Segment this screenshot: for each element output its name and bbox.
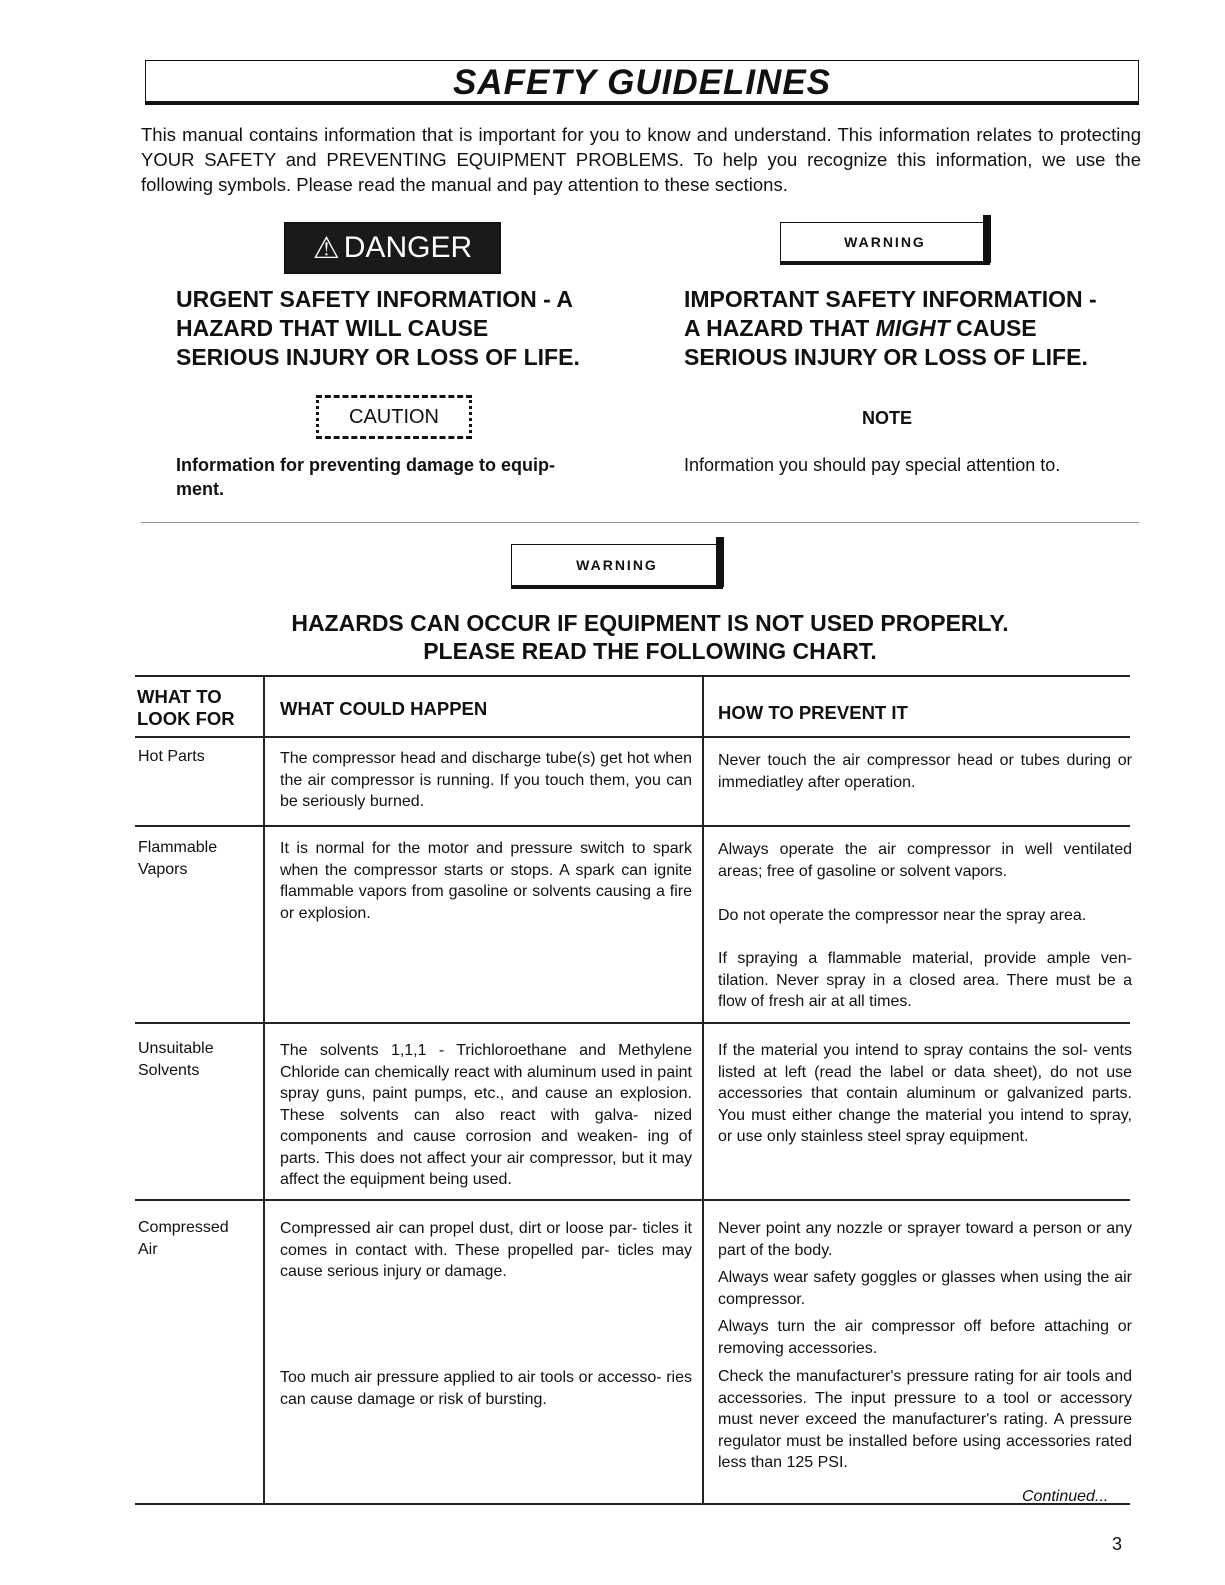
row-prevent-compressed-air-1: Never point any nozzle or sprayer toward a person or any part of the body.	[718, 1220, 1132, 1259]
warning-badge-label: WARNING	[844, 234, 926, 250]
warning-triangle-icon: ⚠	[312, 231, 340, 265]
row-prevent-compressed-air-3: Always turn the air compressor off before attaching or removing accessories.	[718, 1318, 1132, 1357]
table-col-divider-2	[702, 675, 704, 1505]
warning-badge	[780, 222, 990, 265]
table-row-border	[135, 1022, 1130, 1024]
title-box	[145, 60, 1139, 103]
intro-paragraph: This manual contains information that is important for you to know and understand. This information relates to protecting YOUR SAFETY and PREVENTING EQUIPMENT PROBLEMS. To help you recognize this information, we use the following symbols. Please read the manual and pay attention to these sections.	[141, 124, 1141, 195]
row-look-compressed-air: Compressed Air	[138, 1219, 229, 1258]
warning-text-part1: IMPORTANT SAFETY INFORMATION - A HAZARD THAT	[684, 286, 1097, 341]
danger-description: URGENT SAFETY INFORMATION - A HAZARD THAT WILL CAUSE SERIOUS INJURY OR LOSS OF LIFE.	[176, 286, 580, 370]
warning-badge-bar	[983, 215, 991, 263]
row-happen-flammable-vapors: It is normal for the motor and pressure switch to spark when the compressor starts or stops. A spark can ignite flammable vapors from gasoline or solvents causing a fire or explosion.	[280, 840, 692, 922]
row-prevent-hot-parts: Never touch the air compressor head or tubes during or immediatley after operation.	[718, 752, 1132, 791]
table-bottom-border	[135, 1503, 1130, 1505]
header-what-to-look-for: WHAT TO LOOK FOR	[137, 686, 235, 729]
warning-text-emphasis: MIGHT	[875, 315, 950, 341]
warning-text-part2: CAUSE SERIOUS INJURY OR LOSS OF LIFE.	[684, 315, 1088, 370]
warning-description	[684, 285, 1104, 372]
note-heading: NOTE	[862, 408, 913, 428]
page-number: 3	[1112, 1534, 1123, 1554]
row-prevent-flammable-2: Do not operate the compressor near the spray area.	[718, 907, 1087, 924]
warning-badge-2	[511, 544, 723, 589]
table-row-border	[135, 1199, 1130, 1201]
row-prevent-flammable-1: Always operate the air compressor in well ventilated areas; free of gasoline or solvent vapors.	[718, 841, 1132, 880]
header-what-could-happen: WHAT COULD HAPPEN	[280, 698, 488, 719]
row-prevent-flammable-3: If spraying a flammable material, provide ample ven- tilation. Never spray in a closed area. There must be a flow of fresh air at all times.	[718, 950, 1132, 1010]
row-look-unsuitable-solvents: Unsuitable Solvents	[138, 1040, 214, 1079]
row-happen-compressed-air-1: Compressed air can propel dust, dirt or loose par- ticles it comes in contact with. These propelled par- ticles may cause serious injury or damage.	[280, 1220, 692, 1280]
danger-badge-label: DANGER	[343, 231, 473, 264]
row-happen-compressed-air-2: Too much air pressure applied to air tools or accesso- ries can cause damage or risk of bursting.	[280, 1369, 692, 1408]
row-happen-hot-parts: The compressor head and discharge tube(s) get hot when the air compressor is running. If you touch them, you can be seriously burned.	[280, 750, 692, 810]
divider	[141, 522, 1139, 523]
table-top-border	[135, 675, 1130, 677]
note-description: Information you should pay special attention to.	[684, 455, 1061, 475]
row-prevent-compressed-air-4: Check the manufacturer's pressure rating for air tools and accessories. The input pressure to a tool or accessory must never exceed the manufacturer's rating. A pressure regulator must be installed before using accessories rated less than 125 PSI.	[718, 1368, 1132, 1471]
hazards-line-2: PLEASE READ THE FOLLOWING CHART.	[423, 638, 877, 664]
row-prevent-unsuitable-solvents: If the material you intend to spray contains the sol- vents listed at left (read the label or data sheet), do not use accessories that contain aluminum or galvanized parts. You must either change the material you intend to spray, or use only stainless steel spray equipment.	[718, 1042, 1132, 1145]
caution-badge	[316, 395, 472, 439]
header-how-to-prevent: HOW TO PREVENT IT	[718, 702, 908, 723]
row-look-flammable-vapors: Flammable Vapors	[138, 839, 218, 878]
page-title: SAFETY GUIDELINES	[452, 63, 832, 102]
hazards-line-1: HAZARDS CAN OCCUR IF EQUIPMENT IS NOT USED PROPERLY.	[291, 610, 1009, 636]
row-prevent-compressed-air-2: Always wear safety goggles or glasses when using the air compressor.	[718, 1269, 1132, 1308]
danger-badge	[284, 222, 501, 274]
table-header-border	[135, 736, 1130, 738]
warning-badge-2-label: WARNING	[576, 557, 658, 573]
continued-label: Continued...	[1022, 1488, 1109, 1505]
table-col-divider-1	[263, 675, 265, 1505]
caution-description: Information for preventing damage to equip- ment.	[176, 455, 556, 499]
row-look-hot-parts: Hot Parts	[138, 748, 205, 765]
table-row-border	[135, 825, 1130, 827]
hazards-heading	[150, 609, 1150, 665]
caution-badge-label: CAUTION	[349, 405, 439, 428]
warning-badge-2-bar	[716, 537, 724, 587]
row-happen-unsuitable-solvents: The solvents 1,1,1 - Trichloroethane and Methylene Chloride can chemically react with aluminum used in paint spray guns, paint pumps, etc., and cause an explosion. These solvents can also react with galva- nized components and cause corrosion and weaken- ing of parts. This does not affect your air compressor, but it may affect the equipment being used.	[280, 1042, 692, 1188]
